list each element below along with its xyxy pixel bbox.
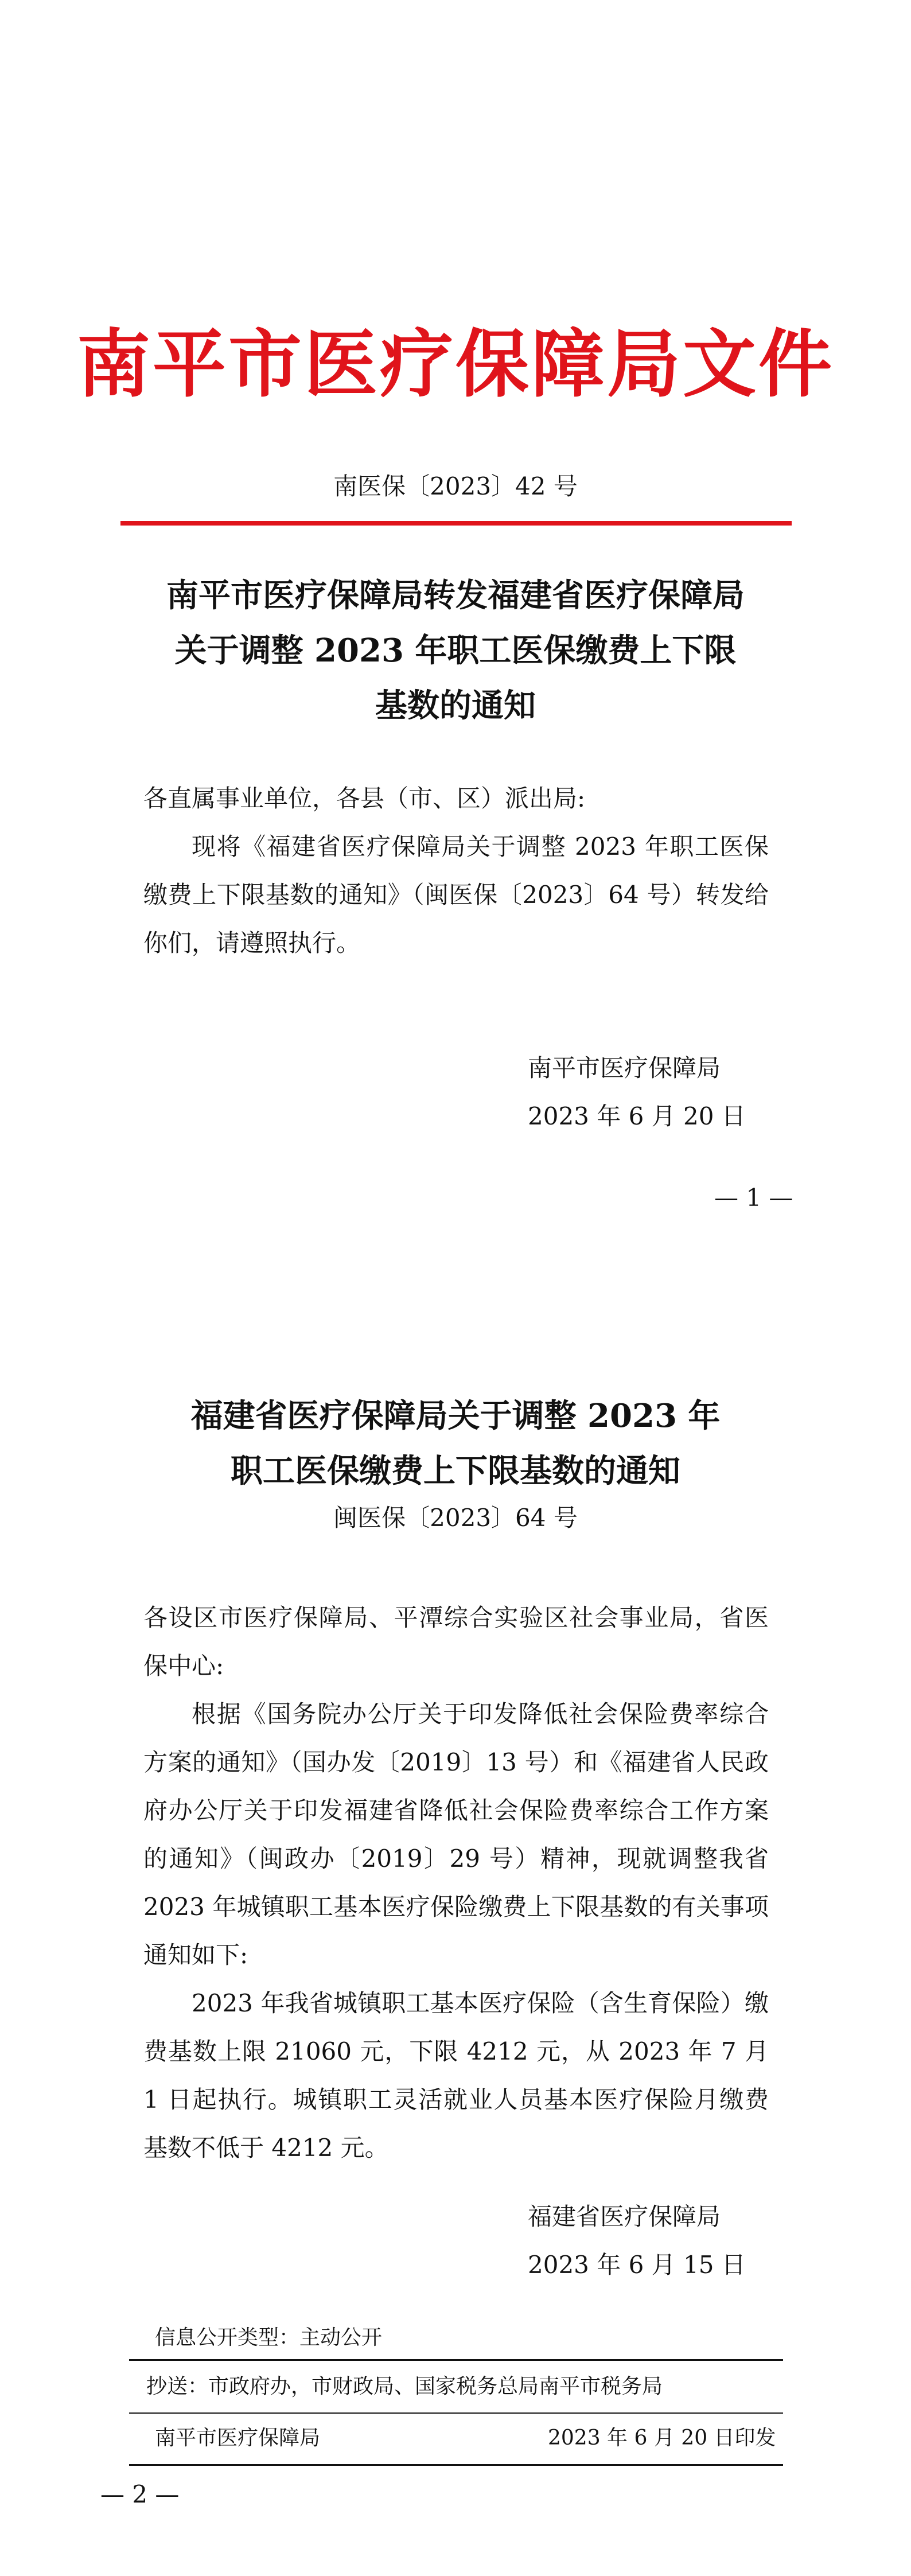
page2-salutation: 各设区市医疗保障局、平潭综合实验区社会事业局，省医保中心: (143, 1604, 769, 1680)
red-divider (120, 521, 792, 526)
page1-title-line: 基数的通知 (375, 687, 536, 725)
issue-date: 2023 年 6 月 20 日印发 (548, 2426, 776, 2450)
footer-rule-top (129, 2359, 783, 2361)
page2-paragraph-2: 2023 年我省城镇职工基本医疗保险（含生育保险）缴费基数上限 21060 元，下限 4212 元，从 2023 年 7 月 1 日起执行。城镇职工灵活就业人员基本医疗保险月缴费基数不低于 4212 元。 (143, 1989, 769, 2162)
page2-paragraph-1: 根据《国务院办公厅关于印发降低社会保险费率综合方案的通知》（国办发〔2019〕13 号）和《福建省人民政府办公厅关于印发福建省降低社会保险费率综合工作方案的通知》（闽政办〔2019〕29 号）精神，现就调整我省 2023 年城镇职工基本医疗保险缴费上下限基数的有关事项通知如下: (143, 1700, 769, 1969)
page2-date: 2023 年 6 月 15 日 (528, 2251, 746, 2279)
page2-title-line: 职工医保缴费上下限基数的通知 (231, 1452, 680, 1490)
page1-body: 现将《福建省医疗保障局关于调整 2023 年职工医保缴费上下限基数的通知》（闽医保〔2023〕64 号）转发给你们，请遵照执行。 (143, 832, 769, 957)
document-header: 南平市医疗保障局文件 (76, 321, 834, 407)
page1-date: 2023 年 6 月 20 日 (528, 1102, 746, 1130)
footer-rule-middle (129, 2412, 783, 2414)
page1-salutation: 各直属事业单位，各县（市、区）派出局: (143, 784, 586, 812)
page1-title-line: 关于调整 2023 年职工医保缴费上下限 (174, 632, 737, 670)
issuing-office: 南平市医疗保障局 (155, 2426, 321, 2450)
page2-title-line: 福建省医疗保障局关于调整 2023 年 (190, 1397, 721, 1435)
page2-title (103, 1388, 808, 1499)
document-number: 南医保〔2023〕42 号 (333, 472, 578, 500)
page1-page-number: — 1 — (714, 1184, 793, 1212)
page1-title-line: 南平市医疗保障局转发福建省医疗保障局 (166, 577, 745, 614)
page1-title (103, 568, 808, 733)
footer-rule-bottom (129, 2464, 783, 2466)
page2-document-number: 闽医保〔2023〕64 号 (333, 1504, 578, 1532)
page2-page-number: — 2 — (100, 2480, 180, 2508)
page2-signer: 福建省医疗保障局 (528, 2203, 721, 2231)
page1-signer: 南平市医疗保障局 (528, 1054, 721, 1082)
disclosure-type: 信息公开类型：主动公开 (155, 2326, 383, 2349)
cc-line: 抄送：市政府办，市财政局、国家税务总局南平市税务局 (146, 2375, 663, 2398)
